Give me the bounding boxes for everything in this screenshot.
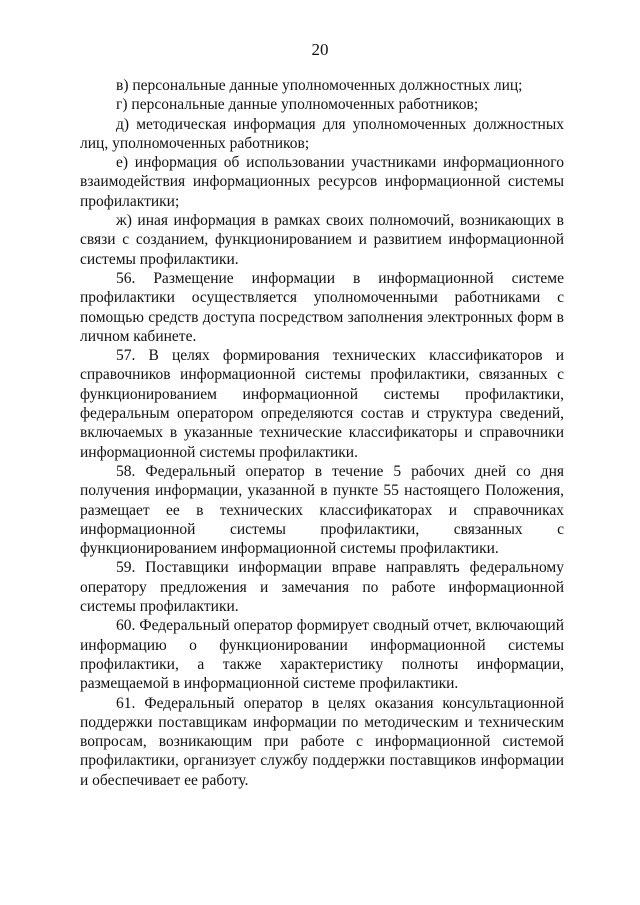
page-number: 20 [311,40,329,59]
item-zh-paragraph: ж) иная информация в рамках своих полномочий, возникающих в связи с созданием, функционированием и развитием информационной системы профилактики. [80,212,564,268]
clause-57-paragraph: 57. В целях формирования технических классификаторов и справочников информационной системы профилактики, связанных с функционированием информационной системы профилактики, федеральным оператором определяются состав и структура сведений, включаемых в указанные технические классификаторы и справочники информационной системы профилактики. [80,347,564,461]
clause-56-paragraph: 56. Размещение информации в информационной системе профилактики осуществляется уполномоченными работниками с помощью средств доступа посредством заполнения электронных форм в личном кабинете. [80,269,564,345]
item-g-paragraph: г) персональные данные уполномоченных работников; [116,96,479,114]
item-d-paragraph: д) методическая информация для уполномоченных должностных лиц, уполномоченных работников; [80,115,564,152]
item-e-paragraph: е) информация об использовании участниками информационного взаимодействия информационных ресурсов информационной системы профилактики; [80,154,564,210]
document-body [80,76,564,790]
clause-60-paragraph: 60. Федеральный оператор формирует сводный отчет, включающий информацию о функционировании информационной системы профилактики, а также характеристику полноты информации, размещаемой в информационной системе профилактики. [80,617,564,693]
clause-58-paragraph: 58. Федеральный оператор в течение 5 рабочих дней со дня получения информации, указанной в пункте 55 настоящего Положения, размещает ее в технических классификаторах и справочниках информационной системы профилактики, связанных с функционированием информационной системы профилактики. [80,462,564,558]
clause-59-paragraph: 59. Поставщики информации вправе направлять федеральному оператору предложения и замечания по работе информационной системы профилактики. [80,559,564,616]
item-v-paragraph: в) персональные данные уполномоченных должностных лиц; [116,77,523,94]
clause-61-paragraph: 61. Федеральный оператор в целях оказания консультационной поддержки поставщикам информации по методическим и техническим вопросам, возникающим при работе с информационной системой профилактики, организует службу поддержки поставщиков информации и обеспечивает ее работу. [80,694,564,789]
